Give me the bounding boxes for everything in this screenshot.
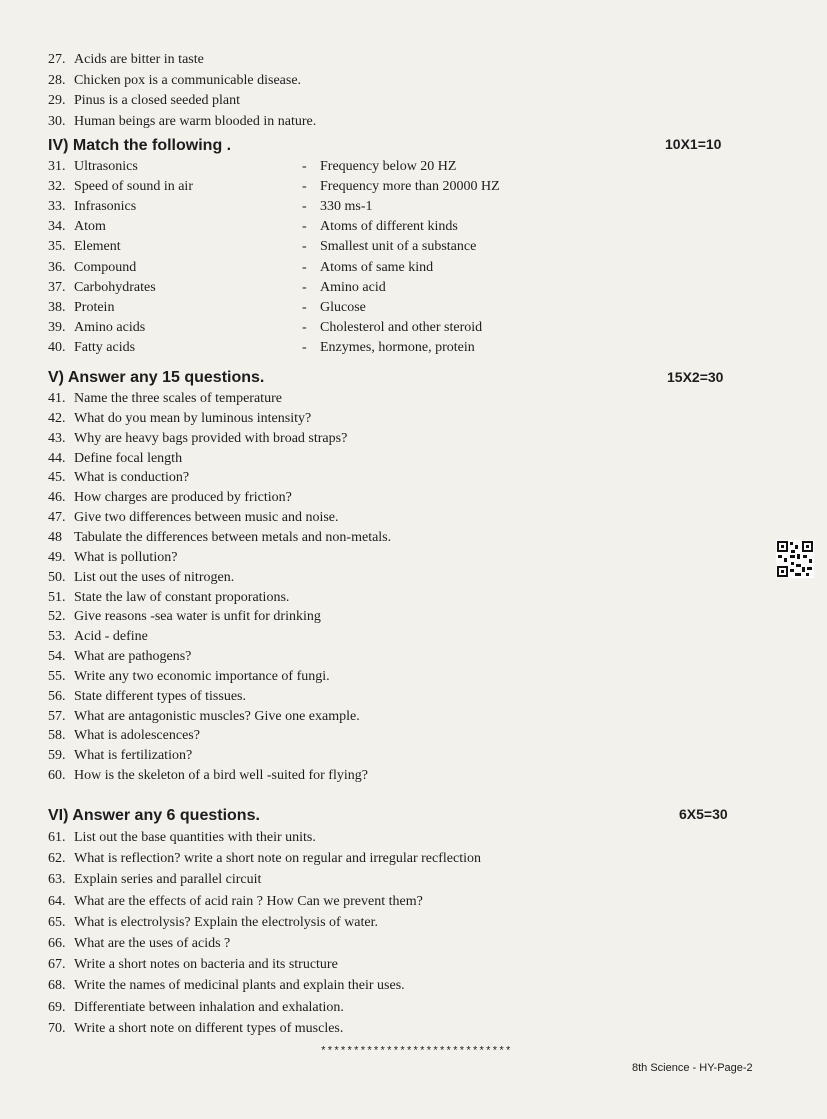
question-item	[48, 668, 330, 686]
question-number: 37.	[48, 279, 66, 295]
question-text: Define focal length	[74, 450, 183, 466]
question-number: 51.	[48, 589, 66, 605]
question-item	[48, 608, 321, 626]
question-text: What is reflection? write a short note on regular and irregular recflection	[74, 851, 481, 867]
match-right-item	[302, 299, 366, 317]
question-item	[48, 767, 368, 785]
dash-separator: -	[302, 299, 307, 315]
dash-separator: -	[302, 159, 307, 174]
question-item	[48, 390, 282, 408]
section-5-title: V) Answer any 15 questions.	[48, 369, 265, 386]
match-left-text: Atom	[74, 219, 106, 235]
question-item	[48, 747, 192, 765]
match-left-item	[48, 299, 114, 317]
match-left-item	[48, 198, 136, 216]
question-number: 61.	[48, 830, 66, 845]
question-text: What are pathogens?	[74, 649, 192, 665]
question-text: Chicken pox is a communicable disease.	[74, 72, 302, 88]
question-item	[48, 1020, 343, 1038]
end-marker: *****************************	[320, 1046, 512, 1058]
match-left-item	[48, 158, 138, 176]
question-text: Differentiate between inhalation and exhalation.	[74, 999, 344, 1015]
question-number: 52.	[48, 609, 66, 625]
question-number: 34.	[48, 219, 66, 235]
question-item	[48, 935, 230, 953]
question-number: 38.	[48, 299, 66, 315]
question-number: 66.	[48, 936, 66, 951]
question-number: 56.	[48, 688, 66, 704]
question-number: 45.	[48, 470, 66, 486]
match-left-item	[48, 319, 145, 337]
match-left-text: Speed of sound in air	[74, 179, 193, 195]
match-left-text: Ultrasonics	[74, 159, 138, 174]
match-right-item	[302, 198, 373, 216]
question-item	[48, 529, 391, 547]
match-left-text: Infrasonics	[74, 199, 137, 215]
dash-separator: -	[302, 339, 307, 355]
question-text: State different types of tissues.	[74, 688, 246, 704]
question-number: 67.	[48, 957, 66, 973]
question-item	[48, 999, 344, 1017]
question-number: 65.	[48, 914, 66, 930]
question-item	[48, 871, 261, 889]
question-text: Write the names of medicinal plants and explain their uses.	[74, 978, 405, 994]
question-number: 32.	[48, 179, 66, 195]
question-item	[48, 977, 405, 995]
question-number: 70.	[48, 1020, 66, 1036]
match-left-item	[48, 259, 136, 277]
match-right-item	[302, 238, 476, 256]
question-item	[48, 708, 360, 726]
question-number: 59.	[48, 748, 66, 764]
question-number: 48	[48, 529, 62, 545]
match-right-text: Smallest unit of a substance	[320, 239, 477, 255]
question-number: 63.	[48, 872, 66, 888]
question-text: What is fertilization?	[74, 748, 193, 764]
question-item	[48, 850, 481, 868]
question-number: 68.	[48, 978, 66, 994]
question-number: 35.	[48, 239, 66, 255]
question-number: 57.	[48, 708, 66, 724]
dash-separator: -	[302, 219, 307, 235]
question-text: Write any two economic importance of fungi.	[74, 668, 330, 684]
match-left-text: Amino acids	[74, 319, 146, 335]
dash-separator: -	[302, 319, 307, 335]
question-number: 40.	[48, 339, 66, 355]
match-left-item	[48, 178, 193, 196]
question-text: Write a short notes on bacteria and its structure	[74, 957, 338, 973]
question-item	[48, 648, 191, 666]
question-item	[48, 509, 339, 527]
question-item	[48, 410, 311, 428]
question-number: 53.	[48, 629, 66, 645]
question-item	[48, 92, 240, 110]
match-right-text: Amino acid	[320, 279, 386, 295]
question-item	[48, 430, 347, 448]
match-right-text: Frequency below 20 HZ	[320, 159, 457, 174]
match-right-item	[302, 339, 475, 357]
question-number: 41.	[48, 391, 66, 406]
question-item	[48, 589, 289, 607]
match-left-item	[48, 339, 135, 357]
match-right-text: Cholesterol and other steroid	[320, 319, 483, 335]
match-right-text: 330 ms-1	[320, 199, 373, 215]
question-text: Name the three scales of temperature	[74, 391, 282, 406]
question-item	[48, 893, 423, 911]
question-number: 60.	[48, 768, 66, 784]
question-number: 44.	[48, 450, 66, 466]
section-4-marks: 10X1=10	[665, 136, 722, 152]
qr-code-icon	[776, 540, 814, 578]
question-text: Give reasons -sea water is unfit for drinking	[74, 609, 321, 625]
question-text: Give two differences between music and noise.	[74, 510, 339, 526]
question-number: 54.	[48, 649, 66, 665]
question-item	[48, 914, 378, 932]
question-item	[48, 727, 200, 745]
question-text: State the law of constant proporations.	[74, 589, 290, 605]
match-left-text: Element	[74, 239, 121, 255]
match-right-item	[302, 158, 456, 176]
question-number: 46.	[48, 490, 66, 506]
question-text: Tabulate the differences between metals and non-metals.	[74, 529, 392, 545]
question-number: 39.	[48, 319, 66, 335]
question-number: 42.	[48, 410, 66, 426]
question-number: 47.	[48, 510, 66, 526]
question-text: List out the base quantities with their units.	[74, 830, 316, 845]
match-right-item	[302, 319, 482, 337]
question-text: Pinus is a closed seeded plant	[74, 93, 241, 108]
question-text: How is the skeleton of a bird well -suited for flying?	[74, 768, 368, 784]
match-right-text: Enzymes, hormone, protein	[320, 339, 475, 355]
question-number: 27.	[48, 52, 66, 67]
question-item	[48, 829, 316, 847]
question-item	[48, 51, 204, 69]
dash-separator: -	[302, 279, 307, 295]
page-footer: 8th Science - HY-Page-2	[632, 1062, 753, 1074]
dash-separator: -	[302, 179, 307, 195]
question-text: Write a short note on different types of muscles.	[74, 1020, 344, 1036]
match-left-text: Protein	[74, 299, 115, 315]
question-text: What are the uses of acids ?	[74, 936, 231, 951]
question-text: What is adolescences?	[74, 728, 200, 744]
question-item	[48, 113, 316, 131]
question-item	[48, 569, 234, 587]
match-left-item	[48, 238, 121, 256]
question-text: Why are heavy bags provided with broad straps?	[74, 430, 348, 446]
match-right-item	[302, 279, 386, 297]
question-text: What are the effects of acid rain ? How Can we prevent them?	[74, 893, 423, 909]
question-number: 43.	[48, 430, 66, 446]
question-item	[48, 688, 246, 706]
dash-separator: -	[302, 239, 307, 255]
match-right-item	[302, 259, 433, 277]
question-item	[48, 628, 148, 646]
match-right-text: Glucose	[320, 299, 366, 315]
question-text: What do you mean by luminous intensity?	[74, 410, 312, 426]
match-right-text: Atoms of different kinds	[320, 219, 458, 235]
match-right-item	[302, 218, 458, 236]
dash-separator: -	[302, 259, 307, 275]
question-text: What is conduction?	[74, 470, 190, 486]
question-number: 28.	[48, 72, 66, 88]
question-text: Explain series and parallel circuit	[74, 872, 262, 888]
question-text: How charges are produced by friction?	[74, 490, 292, 506]
question-number: 36.	[48, 259, 66, 275]
question-item	[48, 72, 301, 90]
question-text: Acids are bitter in taste	[74, 52, 204, 67]
match-left-item	[48, 279, 156, 297]
question-number: 31.	[48, 159, 66, 174]
match-right-item	[302, 178, 500, 196]
question-number: 62.	[48, 851, 66, 867]
question-text: What is electrolysis? Explain the electrolysis of water.	[74, 914, 379, 930]
question-text: List out the uses of nitrogen.	[74, 569, 235, 585]
question-item	[48, 489, 292, 507]
section-6-title: VI) Answer any 6 questions.	[48, 807, 260, 824]
question-item	[48, 549, 177, 567]
question-number: 30.	[48, 113, 66, 129]
question-number: 33.	[48, 199, 66, 215]
match-right-text: Atoms of same kind	[320, 259, 434, 275]
question-number: 49.	[48, 549, 66, 565]
match-left-item	[48, 218, 106, 236]
section-4-title: IV) Match the following .	[48, 137, 232, 154]
question-number: 64.	[48, 893, 66, 909]
question-item	[48, 956, 338, 974]
match-left-text: Fatty acids	[74, 339, 136, 355]
question-number: 50.	[48, 569, 66, 585]
question-number: 55.	[48, 668, 66, 684]
match-left-text: Compound	[74, 259, 137, 275]
match-right-text: Frequency more than 20000 HZ	[320, 179, 500, 195]
question-text: What is pollution?	[74, 549, 178, 565]
question-number: 58.	[48, 728, 66, 744]
question-item	[48, 469, 189, 487]
section-5-marks: 15X2=30	[667, 369, 724, 385]
dash-separator: -	[302, 199, 307, 215]
question-number: 69.	[48, 999, 66, 1015]
question-item	[48, 450, 182, 468]
match-left-text: Carbohydrates	[74, 279, 156, 295]
question-text: What are antagonistic muscles? Give one example.	[74, 708, 360, 724]
question-text: Acid - define	[74, 629, 148, 645]
question-text: Human beings are warm blooded in nature.	[74, 113, 317, 129]
section-6-marks: 6X5=30	[679, 806, 728, 822]
question-number: 29.	[48, 93, 66, 108]
